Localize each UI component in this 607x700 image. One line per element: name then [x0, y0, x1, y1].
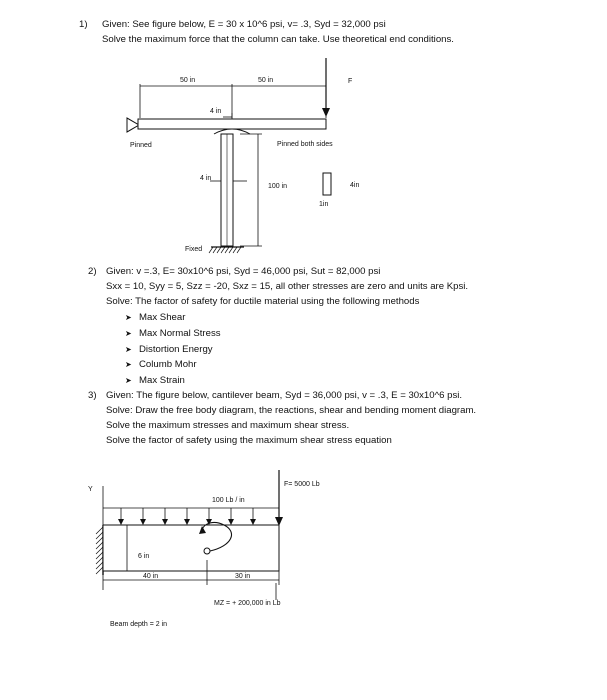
problem-2-stresses: Sxx = 10, Syy = 5, Szz = -20, Sxz = 15, all other stresses are zero and units are Kpsi.	[106, 281, 469, 292]
problem-3-task-fbd: Solve: Draw the free body diagram, the reactions, shear and bending moment diagram.	[106, 405, 477, 416]
dim-50-right: 50 in	[258, 77, 274, 84]
moment-label: MZ = + 200,000 in Lb	[214, 600, 281, 607]
dim-100: 100 in	[268, 183, 288, 190]
pinned-label: Pinned	[130, 142, 152, 149]
distributed-load-label: 100 Lb / in	[212, 497, 245, 504]
dim-4-top: 4 in	[210, 108, 222, 115]
bullet-arrow-icon: ➤	[125, 360, 132, 369]
bullet-arrow-icon: ➤	[125, 376, 132, 385]
fixed-label: Fixed	[185, 246, 203, 253]
pinned-both-label: Pinned both sides	[277, 141, 333, 148]
dim-30-in: 30 in	[235, 573, 251, 580]
force-label: F	[348, 78, 353, 85]
problem-2-number: 2)	[88, 266, 97, 277]
method-columb-mohr: ➤ Columb Mohr	[125, 359, 197, 370]
beam-depth-label: Beam depth = 2 in	[110, 621, 168, 628]
problem-2-task: Solve: The factor of safety for ductile material using the following methods	[106, 296, 420, 307]
problem-1-given: Given: See figure below, E = 30 x 10^6 psi, v= .3, Syd = 32,000 psi	[102, 19, 386, 30]
dim-40-in: 40 in	[143, 573, 159, 580]
section-height: 4in	[350, 182, 360, 189]
problem-1-task: Solve the maximum force that the column can take. Use theoretical end conditions.	[102, 34, 454, 45]
bullet-arrow-icon: ➤	[125, 329, 132, 338]
method-max-normal-stress: ➤ Max Normal Stress	[125, 328, 221, 339]
method-max-strain: ➤ Max Strain	[125, 375, 185, 386]
section-width: 1in	[319, 201, 329, 208]
problem-3-task-fos: Solve the factor of safety using the maximum shear stress equation	[106, 435, 392, 446]
problem-2-given: Given: v =.3, E= 30x10^6 psi, Syd = 46,000 psi, Sut = 82,000 psi	[106, 266, 381, 277]
force-f-label: F= 5000 Lb	[284, 481, 320, 488]
problem-3-number: 3)	[88, 390, 97, 401]
method-max-shear: ➤ Max Shear	[125, 312, 186, 323]
bullet-arrow-icon: ➤	[125, 345, 132, 354]
problem-3-task-stresses: Solve the maximum stresses and maximum shear stress.	[106, 420, 350, 431]
dim-4-column: 4 in	[200, 175, 212, 182]
dim-50-left: 50 in	[180, 77, 196, 84]
method-distortion-energy: ➤ Distortion Energy	[125, 344, 213, 355]
problem-1-number: 1)	[79, 19, 88, 30]
problem-3-given: Given: The figure below, cantilever beam, Syd = 36,000 psi, v = .3, E = 30x10^6 psi.	[106, 390, 463, 401]
y-axis-label: Y	[88, 486, 93, 493]
bullet-arrow-icon: ➤	[125, 313, 132, 322]
dim-6-in: 6 in	[138, 553, 150, 560]
